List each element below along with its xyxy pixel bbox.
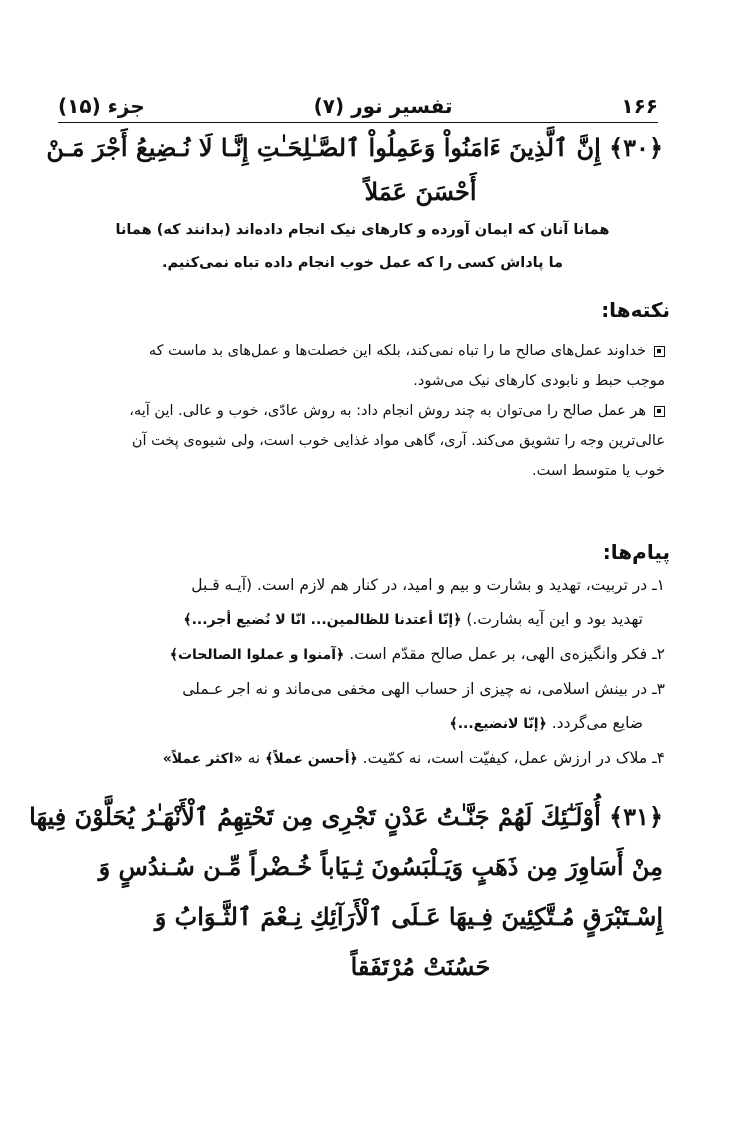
message-3-line-2: ضایع می‌گردد. ﴿إنّا لانضیع...﴾ [449,714,643,732]
notes-heading: نکته‌ها: [601,298,670,322]
square-bullet-icon [654,406,665,417]
messages-heading: پیام‌ها: [602,540,670,564]
page-number: ۱۶۶ [621,94,658,118]
verse-30-line-1: ﴿۳۰﴾ إِنَّ ٱلَّذِينَ ءَامَنُواْ وَعَمِلُواْ ٱلصَّـٰلِحَـٰتِ إِنَّـا لَا نُـضِيعُ أَجْرَ مَـنْ [46,133,663,162]
page-header [58,88,658,118]
verse-31-line-3: إِسْـتَبْرَقٍ مُـتَّكِئِينَ فِـيهَا عَـلَى ٱلْأَرَآئِكِ نِـعْمَ ٱلثَّـوَابُ وَ [154,902,663,931]
book-title: تفسیر نور (۷) [313,94,453,118]
note-1-line-1: خداوند عمل‌های صالح ما را تباه نمی‌کند، بلکه این خصلت‌ها و عمل‌های بد ماست که [60,336,665,366]
quran-quote: «اکثر عملاً» [162,751,243,767]
translation-line-1: همانا آنان که ایمان آورده و کارهای نیک انجام داده‌اند (بدانند که) همانا [115,222,610,238]
quran-quote: ﴿إنّا لانضیع...﴾ [449,716,547,732]
translation-line-2: ما پاداش کسی را که عمل خوب انجام داده تباه نمی‌کنیم. [162,255,563,271]
message-1-line-1: ۱ـ در تربیت، تهدید و بشارت و بیم و امید، در کنار هم لازم است. (آیـه قـبل [191,576,665,594]
note-1-line-2: موجب حبط و نابودی کارهای نیک می‌شود. [413,373,665,389]
message-1-line-2: تهدید بود و این آیه بشارت.) ﴿إنّا أعتدنا للظالمین... انّا لا نُضیع أجر...﴾ [183,610,643,628]
message-4: ۴ـ ملاک در ارزش عمل، کیفیّت است، نه کمّیت. ﴿أحسن عملاً﴾ نه «اکثر عملاً» [162,749,665,767]
verse-31 [29,792,663,992]
verse-30-translation [75,214,650,280]
message-3-line-1: ۳ـ در بینش اسلامی، نه چیزی از حساب الهی مخفی می‌ماند و نه اجر عـملی [182,680,665,698]
verse-31-line-2: مِنْ أَسَاوِرَ مِن ذَهَبٍ وَيَـلْبَسُونَ ثِـيَاباً خُـضْراً مِّـن سُـندُسٍ وَ [98,852,663,881]
note-item [60,396,665,486]
verse-31-line-4: حَسُنَتْ مُرْتَفَقاً [350,952,491,981]
quran-quote: ﴿أحسن عملاً﴾ [265,751,358,767]
part-number: جزء (۱۵) [58,94,145,118]
quran-quote: ﴿آمنوا و عملوا الصالحات﴾ [169,647,345,663]
messages-list [60,568,665,776]
verse-30-line-2: أَحْسَنَ عَمَلاً [364,177,477,206]
message-2: ۲ـ فکر وانگیزه‌ی الهی، بر عمل صالح مقدّم است. ﴿آمنوا و عملوا الصالحات﴾ [169,645,665,663]
header-divider [58,122,658,123]
note-2-line-1: هر عمل صالح را می‌توان به چند روش انجام داد: به روش عادّی، خوب و عالی. این آیه، [60,396,665,426]
note-item [60,336,665,396]
note-2-line-3: خوب یا متوسط است. [532,463,665,479]
notes-list [60,336,665,486]
verse-31-line-1: ﴿۳۱﴾ أُوْلَـٰٓئِكَ لَهُمْ جَنَّـٰتُ عَدْنٍ تَجْرِى مِن تَحْتِهِمُ ٱلْأَنْهَـٰرُ يُحَلَّوْنَ فِيهَا [29,802,663,831]
verse-30 [46,126,663,214]
quran-quote: ﴿إنّا أعتدنا للظالمین... انّا لا نُضیع أجر...﴾ [183,612,462,628]
square-bullet-icon [654,346,665,357]
note-2-line-2: عالی‌ترین وجه را تشویق می‌کند. آری، گاهی مواد غذایی خوب است، ولی شیوه‌ی پخت آن [131,433,665,449]
